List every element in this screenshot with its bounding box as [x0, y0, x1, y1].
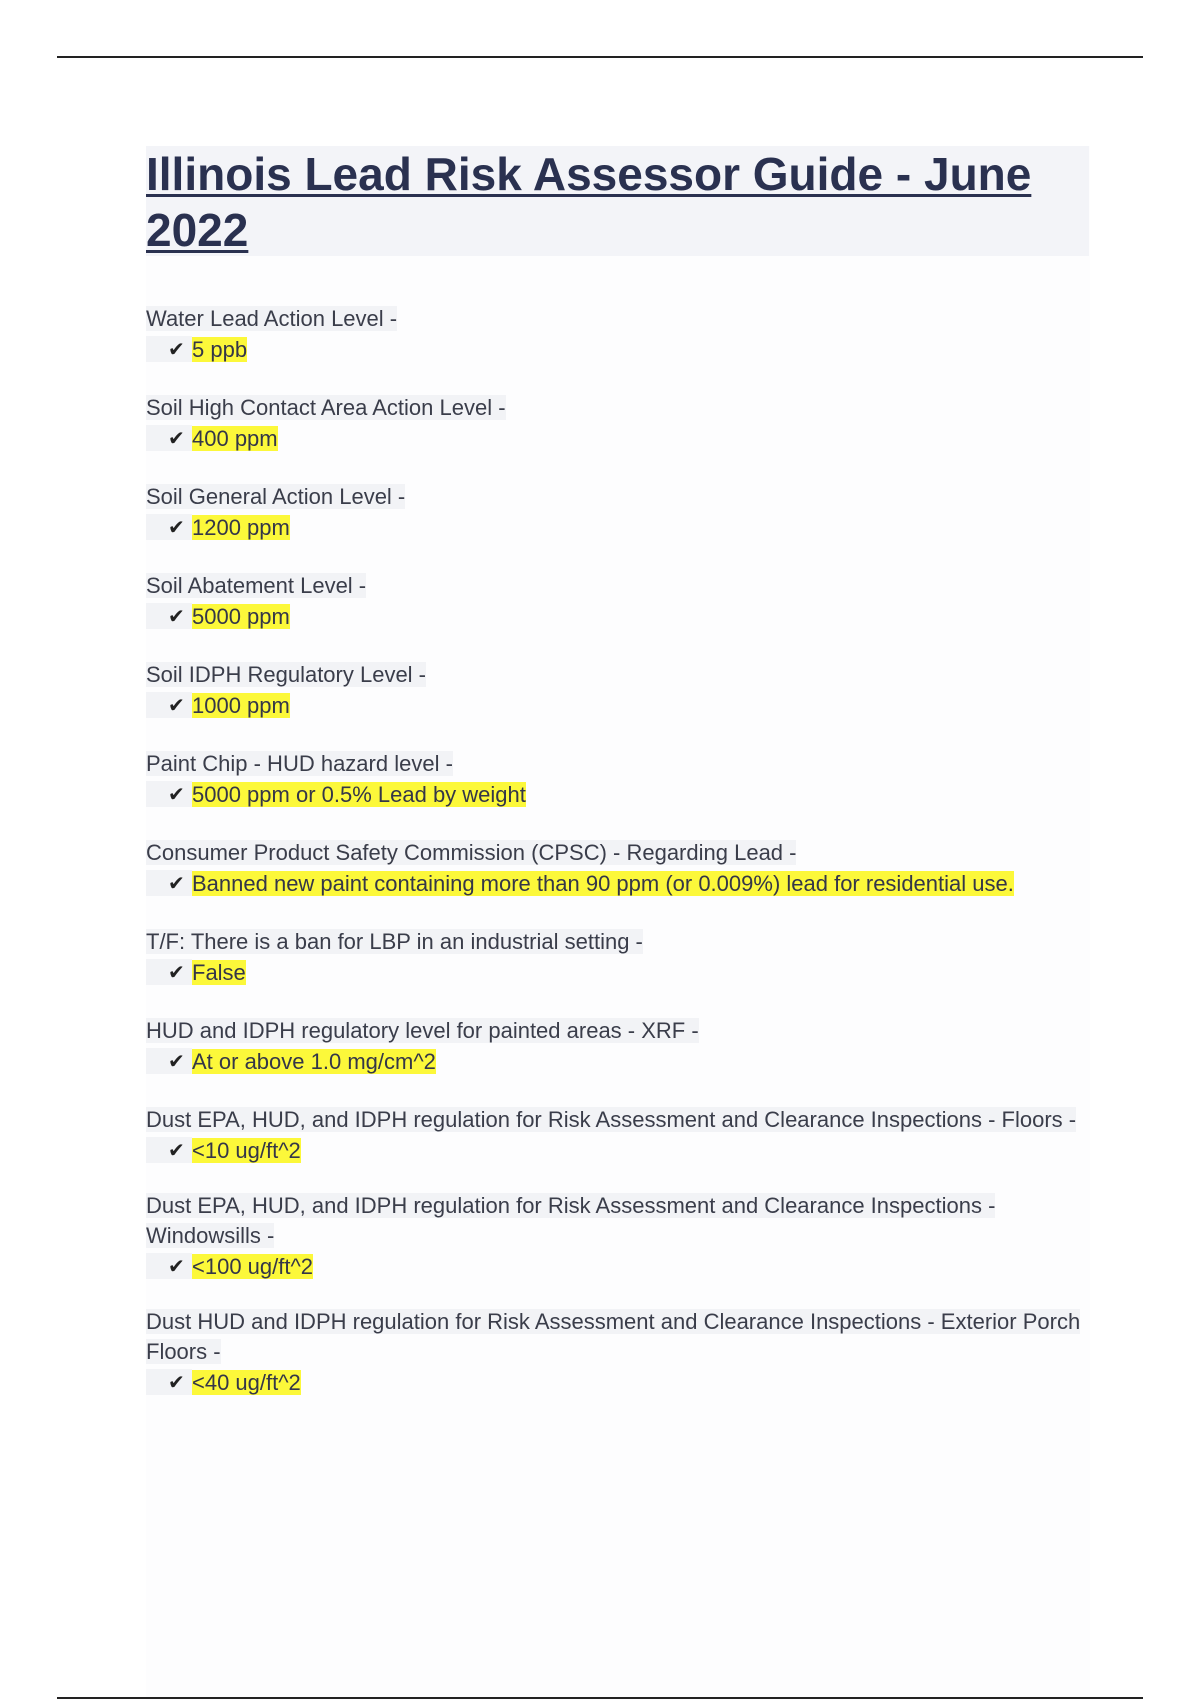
question-text: Water Lead Action Level - — [146, 306, 398, 331]
answer-text: Banned new paint containing more than 90 ppm (or 0.009%) lead for residential use. — [192, 871, 1014, 896]
check-icon: ✔ — [168, 959, 192, 985]
page-title: Illinois Lead Risk Assessor Guide - June 2022 — [146, 148, 1032, 256]
check-icon: ✔ — [168, 1048, 192, 1074]
check-icon: ✔ — [168, 781, 192, 807]
list-item — [146, 572, 1086, 631]
list-item — [146, 1017, 1086, 1076]
check-icon: ✔ — [168, 1253, 192, 1279]
check-icon: ✔ — [168, 692, 192, 718]
question-text: Consumer Product Safety Commission (CPSC) - Regarding Lead - — [146, 840, 797, 865]
check-icon: ✔ — [168, 425, 192, 451]
check-icon: ✔ — [168, 514, 192, 540]
list-item — [146, 1192, 1086, 1281]
answer-text: 5000 ppm — [192, 604, 290, 629]
answer-text: 5000 ppm or 0.5% Lead by weight — [192, 782, 526, 807]
check-icon: ✔ — [168, 336, 192, 362]
check-icon: ✔ — [168, 870, 192, 896]
question-text: Soil General Action Level - — [146, 484, 406, 509]
answer-text: 400 ppm — [192, 426, 278, 451]
answer-text: <40 ug/ft^2 — [192, 1370, 301, 1395]
answer-text: At or above 1.0 mg/cm^2 — [192, 1049, 436, 1074]
question-text: Dust EPA, HUD, and IDPH regulation for Risk Assessment and Clearance Inspections - Windowsills - — [146, 1193, 996, 1248]
answer-text: 1000 ppm — [192, 693, 290, 718]
question-text: HUD and IDPH regulatory level for painted areas - XRF - — [146, 1018, 699, 1043]
list-item — [146, 1308, 1086, 1397]
question-text: Paint Chip - HUD hazard level - — [146, 751, 453, 776]
list-item — [146, 750, 1086, 809]
answer-text: 5 ppb — [192, 337, 248, 362]
header-rule — [57, 56, 1143, 58]
check-icon: ✔ — [168, 1369, 192, 1395]
footer-rule — [57, 1697, 1143, 1699]
list-item — [146, 305, 1086, 364]
question-text: Dust HUD and IDPH regulation for Risk Assessment and Clearance Inspections - Exterior Porch Floors - — [146, 1309, 1081, 1364]
answer-text: <10 ug/ft^2 — [192, 1138, 301, 1163]
list-item — [146, 839, 1086, 898]
check-icon: ✔ — [168, 1137, 192, 1163]
list-item — [146, 928, 1086, 987]
question-text: T/F: There is a ban for LBP in an industrial setting - — [146, 929, 643, 954]
question-text: Soil IDPH Regulatory Level - — [146, 662, 427, 687]
question-text: Soil Abatement Level - — [146, 573, 367, 598]
list-item — [146, 661, 1086, 720]
qa-list — [146, 305, 1086, 1424]
answer-text: False — [192, 960, 246, 985]
answer-text: <100 ug/ft^2 — [192, 1254, 314, 1279]
list-item — [146, 483, 1086, 542]
list-item — [146, 1106, 1086, 1165]
question-text: Dust EPA, HUD, and IDPH regulation for Risk Assessment and Clearance Inspections - Floors - — [146, 1107, 1077, 1132]
question-text: Soil High Contact Area Action Level - — [146, 395, 506, 420]
list-item — [146, 394, 1086, 453]
answer-text: 1200 ppm — [192, 515, 290, 540]
check-icon: ✔ — [168, 603, 192, 629]
